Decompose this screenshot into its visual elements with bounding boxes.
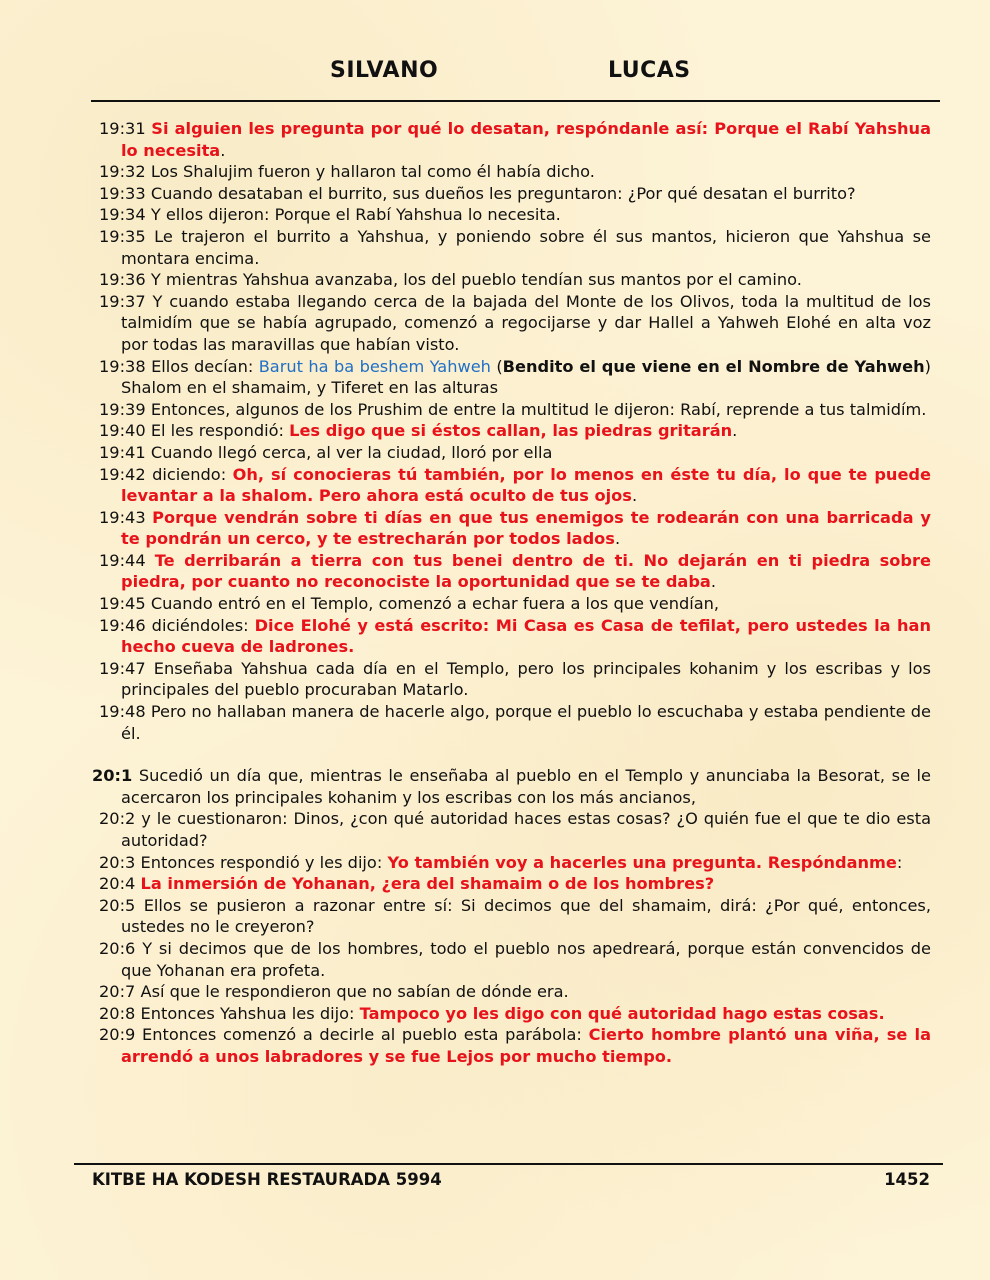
verse-ref: 20:5 [99, 895, 136, 915]
verse-text: Entonces comenzó a decirle al pueblo esta parábola: [142, 1025, 582, 1045]
verse-text: Y mientras Yahshua avanzaba, los del pueblo tendían sus mantos por el camino. [150, 270, 802, 290]
chapter-start-ref: 20:1 [92, 766, 133, 786]
page-number: 1452 [884, 1170, 930, 1189]
verse-ref: 19:41 [99, 442, 146, 462]
verse-red-text: Porque vendrán sobre ti días en que tus enemigos te rodearán con una barricada y te pondrán un cerco, y te estrecharán por todos lados [121, 507, 931, 549]
footer-rule [74, 1163, 943, 1165]
verse-text: Y si decimos que de los hombres, todo el pueblo nos apedreará, porque están convencidos de que Yohanan era profeta. [121, 938, 931, 980]
verse-text: Sucedió un día que, mientras le enseñaba al pueblo en el Templo y anunciaba la Besorat, se le acercaron los principales kohanim y los escribas con los más ancianos, [121, 766, 931, 807]
verse-text: El les respondió: [150, 421, 284, 441]
verse-ref: 19:47 [99, 658, 146, 678]
verse-text: Ellos se pusieron a razonar entre sí: Si decimos que del shamaim, dirá: ¿Por qué, entonces, ustedes no le creyeron? [121, 895, 931, 937]
verse-red-text: Tampoco yo les digo con qué autoridad hago estas cosas. [359, 1003, 885, 1023]
verse-19-37 [99, 291, 931, 356]
verse-text: Pero no hallaban manera de hacerle algo, porque el pueblo lo escuchaba y estaba pendiente de él. [121, 702, 931, 743]
footer-title: KITBE HA KODESH RESTAURADA 5994 [92, 1170, 442, 1189]
verse-ref: 19:39 [99, 399, 146, 419]
verse-text: y le cuestionaron: Dinos, ¿con qué autoridad haces estas cosas? ¿O quién fue el que te dio esta autoridad? [121, 809, 931, 850]
verse-19-31 [99, 118, 931, 161]
verse-text: Enseñaba Yahshua cada día en el Templo, pero los principales kohanim y los escribas y los principales del pueblo procuraban Matarlo. [121, 658, 931, 700]
verse-red-text: Les digo que si éstos callan, las piedras gritarán [289, 421, 733, 441]
verse-ref: 19:33 [99, 183, 146, 203]
verse-text: Entonces, algunos de los Prushim de entre la multitud le dijeron: Rabí, reprende a tus talmidím. [150, 399, 927, 419]
verse-19-48 [99, 701, 931, 744]
verse-red-text: Cierto hombre plantó una viña, se la arrendó a unos labradores y se fue Lejos por mucho tiempo. [121, 1025, 931, 1066]
header-rule [91, 100, 940, 102]
verse-19-35 [99, 226, 931, 269]
verse-text: Y ellos dijeron: Porque el Rabí Yahshua lo necesita. [150, 205, 561, 225]
verse-ref: 19:35 [99, 226, 146, 246]
verse-text-tail: : [896, 852, 903, 872]
verse-19-32 [99, 161, 931, 183]
verse-text: Le trajeron el burrito a Yahshua, y poniendo sobre él sus mantos, hicieron que Yahshua se montara encima. [121, 226, 931, 268]
verse-19-41 [99, 442, 931, 464]
verse-19-38 [99, 356, 931, 399]
verse-ref: 19:40 [99, 421, 146, 441]
verse-text: Y cuando estaba llegando cerca de la bajada del Monte de los Olivos, toda la multitud de los talmidím que se había agrupado, comenzó a regocijarse y dar Hallel a Yahweh Elohé en alta voz por todas las maravillas que habían visto. [121, 291, 931, 354]
verse-red-text: Si alguien les pregunta por qué lo desatan, respóndanle así: Porque el Rabí Yahshua lo necesita [121, 119, 931, 160]
verse-ref: 19:42 [99, 464, 146, 484]
verse-20-3 [99, 852, 931, 874]
verse-text: Así que le respondieron que no sabían de dónde era. [140, 982, 569, 1002]
scripture-text [92, 118, 932, 1068]
verse-text: diciéndoles: [151, 615, 249, 635]
verse-19-45 [99, 593, 931, 615]
verse-19-43 [99, 507, 931, 550]
verse-19-36 [99, 269, 931, 291]
verse-red-text: La inmersión de Yohanan, ¿era del shamaim o de los hombres? [140, 874, 715, 894]
verse-text: Cuando desataban el burrito, sus dueños les preguntaron: ¿Por qué desatan el burrito? [150, 183, 856, 203]
verse-bold-text: Bendito el que viene en el Nombre de Yahweh [502, 356, 925, 376]
verse-ref: 19:31 [99, 119, 146, 138]
header-book: LUCAS [608, 58, 691, 83]
verse-ref: 19:43 [99, 507, 146, 527]
verse-red-text: Oh, sí conocieras tú también, por lo menos en éste tu día, lo que te puede levantar a la shalom. Pero ahora está oculto de tus ojos [121, 464, 931, 506]
verse-ref: 19:37 [99, 291, 146, 311]
verse-text-tail: . [710, 572, 717, 592]
verse-20-9 [99, 1024, 931, 1067]
verse-19-47 [99, 658, 931, 701]
verse-ref: 19:36 [99, 270, 146, 290]
verse-paren-open: ( [496, 356, 503, 376]
verse-text: . [220, 140, 226, 160]
verse-20-1 [92, 765, 931, 808]
verse-ref: 20:6 [99, 938, 136, 958]
verse-text: diciendo: [152, 464, 227, 484]
verse-ref: 20:9 [99, 1025, 136, 1045]
verse-ref: 20:7 [99, 982, 136, 1002]
verse-20-7 [99, 981, 931, 1003]
verse-ref: 20:8 [99, 1003, 136, 1023]
verse-ref: 19:32 [99, 162, 146, 182]
verse-red-text: Yo también voy a hacerles una pregunta. Respóndanme [387, 852, 897, 872]
verse-text-tail: . [732, 421, 738, 441]
verse-text: Ellos decían: [151, 356, 254, 376]
verse-19-33 [99, 183, 931, 205]
page-footer [0, 1170, 990, 1194]
verse-ref: 19:34 [99, 205, 146, 225]
verse-text: Cuando llegó cerca, al ver la ciudad, lloró por ella [150, 442, 553, 462]
verse-ref: 19:48 [99, 702, 146, 722]
page-header [0, 58, 990, 92]
verse-20-4 [99, 873, 931, 895]
verse-20-2 [99, 808, 931, 851]
verse-transliteration: Barut ha ba beshem Yahweh [258, 356, 491, 376]
verse-text: Los Shalujim fueron y hallaron tal como él había dicho. [150, 162, 595, 182]
verse-text-tail: . [631, 486, 638, 506]
verse-ref: 20:4 [99, 874, 136, 894]
verse-20-5 [99, 895, 931, 938]
verse-ref: 19:44 [99, 550, 146, 570]
verse-ref: 19:46 [99, 615, 146, 635]
verse-19-34 [99, 204, 931, 226]
verse-ref: 20:2 [99, 809, 136, 829]
verse-red-text: Dice Elohé y está escrito: Mi Casa es Casa de tefilat, pero ustedes la han hecho cueva de ladrones. [121, 615, 932, 657]
verse-19-44 [99, 550, 931, 593]
chapter-spacer [99, 744, 931, 765]
verse-20-6 [99, 938, 931, 981]
verse-20-8 [99, 1003, 931, 1025]
verse-19-46 [99, 615, 931, 658]
verse-19-40 [99, 420, 931, 442]
verse-text: Entonces respondió y les dijo: [140, 852, 383, 872]
verse-red-text: Te derribarán a tierra con tus benei dentro de ti. No dejarán en ti piedra sobre piedra, por cuanto no reconociste la oportunidad que se te daba [121, 550, 931, 592]
verse-ref: 19:45 [99, 594, 146, 614]
verse-19-39 [99, 399, 931, 421]
verse-text-tail: . [614, 529, 621, 549]
verse-ref: 20:3 [99, 852, 136, 872]
verse-text: Cuando entró en el Templo, comenzó a echar fuera a los que vendían, [150, 594, 720, 614]
verse-ref: 19:38 [99, 356, 146, 376]
verse-text: Entonces Yahshua les dijo: [140, 1003, 355, 1023]
verse-19-42 [99, 464, 931, 507]
verse-text-tail: ) Shalom en el shamaim, y Tiferet en las alturas [121, 356, 931, 398]
header-author: SILVANO [330, 58, 439, 83]
